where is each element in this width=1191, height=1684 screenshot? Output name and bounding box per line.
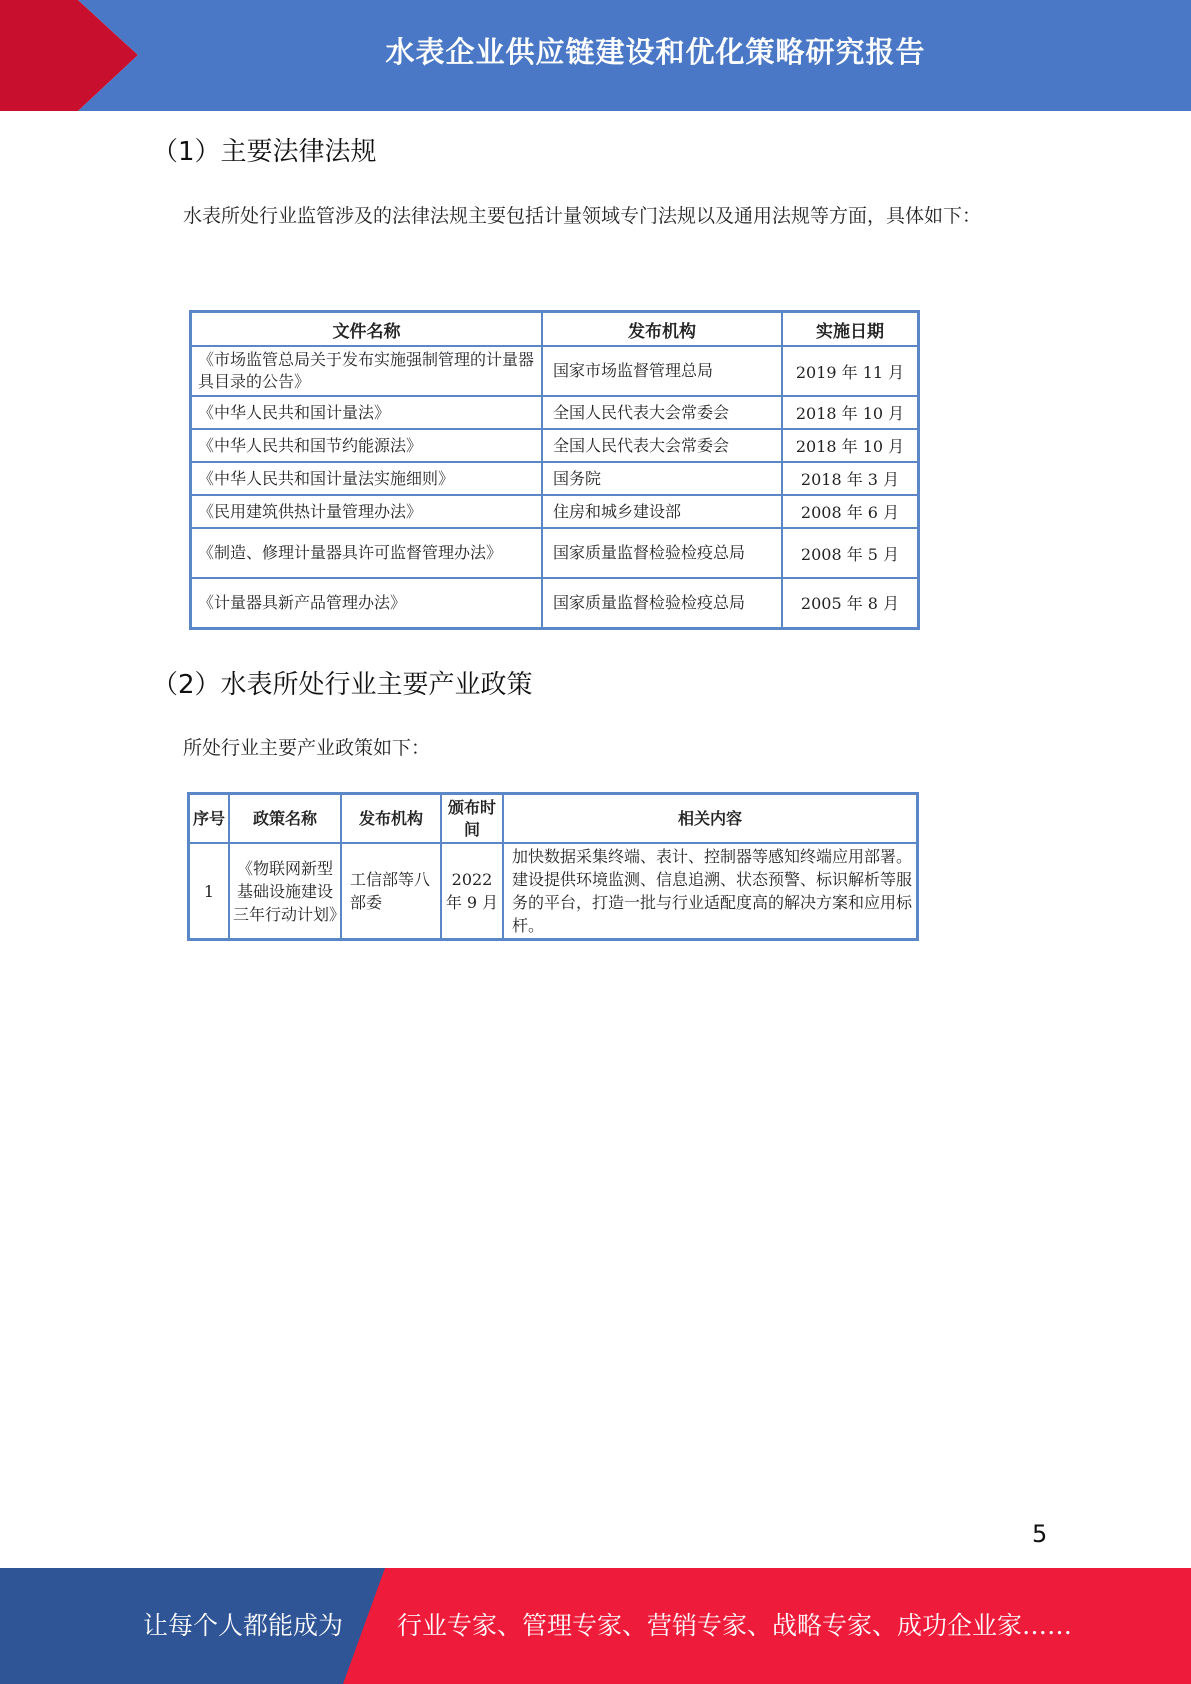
law-org: 国家质量监督检验检疫总局 — [542, 528, 782, 578]
table-row — [191, 462, 919, 495]
column-header: 颁布时间 — [441, 794, 503, 844]
page-number: 5 — [1032, 1520, 1048, 1548]
table-row — [191, 396, 919, 429]
table-row — [191, 528, 919, 578]
column-header: 实施日期 — [782, 312, 919, 347]
table-header-row — [189, 794, 918, 844]
law-date: 2005 年 8 月 — [782, 578, 919, 628]
policies-intro-paragraph — [143, 729, 1033, 767]
column-header: 文件名称 — [191, 312, 543, 347]
law-date: 2019 年 11 月 — [782, 346, 919, 396]
table-row — [189, 843, 918, 940]
footer-slogan-left: 让每个人都能成为 — [143, 1611, 344, 1640]
policy-org: 工信部等八部委 — [341, 843, 441, 940]
law-date: 2018 年 10 月 — [782, 396, 919, 429]
laws-table — [189, 310, 920, 630]
law-name: 《中华人民共和国计量法》 — [191, 396, 543, 429]
law-name: 《中华人民共和国计量法实施细则》 — [191, 462, 543, 495]
law-date: 2018 年 10 月 — [782, 429, 919, 462]
report-title: 水表企业供应链建设和优化策略研究报告 — [385, 35, 926, 69]
law-name: 《计量器具新产品管理办法》 — [191, 578, 543, 628]
law-name: 《制造、修理计量器具许可监督管理办法》 — [191, 528, 543, 578]
law-org: 国务院 — [542, 462, 782, 495]
law-org: 住房和城乡建设部 — [542, 495, 782, 528]
page-header — [0, 0, 1191, 111]
law-name: 《市场监管总局关于发布实施强制管理的计量器具目录的公告》 — [191, 346, 543, 396]
laws-intro-paragraph — [143, 197, 1023, 235]
column-header: 发布机构 — [341, 794, 441, 844]
section-heading-policies: （2）水表所处行业主要产业政策 — [152, 670, 533, 700]
law-date: 2008 年 6 月 — [782, 495, 919, 528]
table-row — [191, 495, 919, 528]
law-date: 2008 年 5 月 — [782, 528, 919, 578]
laws-intro-text: 水表所处行业监管涉及的法律法规主要包括计量领域专门法规以及通用法规等方面，具体如下： — [183, 205, 982, 227]
table-row — [191, 346, 919, 396]
table-row — [191, 578, 919, 628]
footer-slogan-right: 行业专家、管理专家、营销专家、战略专家、成功企业家…… — [397, 1611, 1073, 1640]
law-name: 《中华人民共和国节约能源法》 — [191, 429, 543, 462]
law-date: 2018 年 3 月 — [782, 462, 919, 495]
policy-name: 《物联网新型基础设施建设三年行动计划》 — [229, 843, 341, 940]
law-org: 国家质量监督检验检疫总局 — [542, 578, 782, 628]
section-heading-laws: （1）主要法律法规 — [152, 137, 377, 167]
law-org: 国家市场监督管理总局 — [542, 346, 782, 396]
table-header-row — [191, 312, 919, 347]
column-header: 政策名称 — [229, 794, 341, 844]
table-row — [191, 429, 919, 462]
policy-content: 加快数据采集终端、表计、控制器等感知终端应用部署。建设提供环境监测、信息追溯、状态预警、标识解析等服务的平台，打造一批与行业适配度高的解决方案和应用标杆。 — [503, 843, 918, 940]
law-org: 全国人民代表大会常委会 — [542, 429, 782, 462]
policy-date: 2022 年 9 月 — [441, 843, 503, 940]
policies-intro-text: 所处行业主要产业政策如下： — [183, 737, 431, 759]
column-header: 发布机构 — [542, 312, 782, 347]
law-org: 全国人民代表大会常委会 — [542, 396, 782, 429]
policies-table — [187, 792, 919, 941]
column-header: 相关内容 — [503, 794, 918, 844]
law-name: 《民用建筑供热计量管理办法》 — [191, 495, 543, 528]
page-footer — [0, 1568, 1191, 1684]
policy-number: 1 — [189, 843, 230, 940]
column-header: 序号 — [189, 794, 230, 844]
